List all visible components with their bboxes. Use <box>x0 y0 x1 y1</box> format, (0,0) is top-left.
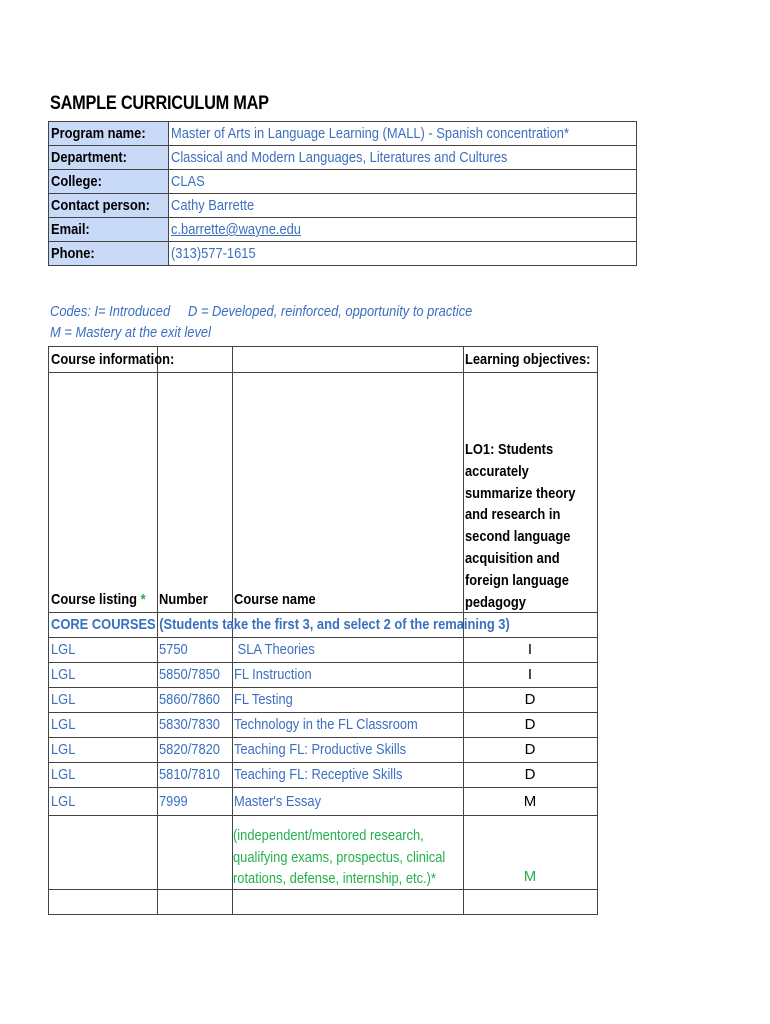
course-name: Teaching FL: Productive Skills <box>234 741 407 758</box>
lo1-objective: LO1: Students accurately summarize theory and research in second language acquisition and foreign language pedagogy <box>465 441 576 611</box>
note-line: rotations, defense, internship, etc.)* <box>233 870 436 887</box>
info-label: College: <box>51 173 102 190</box>
row-divider <box>49 712 597 713</box>
course-number: 5860/7860 <box>159 691 220 708</box>
lo1-code: D <box>524 716 536 733</box>
codes-line-1: Codes: I= Introduced D = Developed, reinforced, opportunity to practice <box>50 303 473 320</box>
info-value-phone: (313)577-1615 <box>171 245 256 262</box>
lo1-code: D <box>524 741 536 758</box>
course-name: Technology in the FL Classroom <box>234 716 418 733</box>
learning-objectives-header: Learning objectives: <box>465 351 591 368</box>
col-header-course-name: Course name <box>234 591 316 608</box>
course-number: 5830/7830 <box>159 716 220 733</box>
essay-note <box>233 825 445 890</box>
row-divider <box>49 637 597 638</box>
course-info-header: Course information: <box>51 351 175 368</box>
course-name: Master's Essay <box>234 793 322 810</box>
info-row-program <box>49 122 637 146</box>
course-listing: LGL <box>51 793 76 810</box>
info-row-department <box>49 146 637 170</box>
info-row-phone <box>49 242 637 266</box>
curriculum-table <box>48 346 598 915</box>
info-label: Email: <box>51 221 90 238</box>
info-label: Contact person: <box>51 197 150 214</box>
note-line: (independent/mentored research, <box>233 827 424 844</box>
row-divider <box>49 815 597 816</box>
note-lo1-code: M <box>523 868 537 885</box>
program-info-table <box>48 121 637 266</box>
row-divider <box>49 787 597 788</box>
info-value-department: Classical and Modern Languages, Literatures and Cultures <box>171 149 508 166</box>
lo1-code: M <box>523 793 537 810</box>
course-listing: LGL <box>51 766 76 783</box>
course-name: FL Testing <box>234 691 293 708</box>
row-divider <box>49 687 597 688</box>
course-name: SLA Theories <box>234 641 315 658</box>
col-listing-star: * <box>140 591 146 608</box>
col-header-number: Number <box>159 591 208 608</box>
course-number: 5750 <box>159 641 188 658</box>
course-number: 5810/7810 <box>159 766 220 783</box>
info-row-college <box>49 170 637 194</box>
course-name: Teaching FL: Receptive Skills <box>234 766 403 783</box>
info-row-email <box>49 218 637 242</box>
course-listing: LGL <box>51 716 76 733</box>
course-number: 5820/7820 <box>159 741 220 758</box>
col-listing-label: Course listing <box>51 591 138 608</box>
info-value-program: Master of Arts in Language Learning (MALL) - Spanish concentration* <box>171 125 570 142</box>
course-name: FL Instruction <box>234 666 312 683</box>
info-label: Department: <box>51 149 127 166</box>
row-divider <box>49 372 597 373</box>
course-number: 7999 <box>159 793 188 810</box>
course-listing: LGL <box>51 741 76 758</box>
lo1-code: D <box>524 691 536 708</box>
course-listing: LGL <box>51 641 76 658</box>
codes-line-2: M = Mastery at the exit level <box>50 324 211 341</box>
course-number: 5850/7850 <box>159 666 220 683</box>
email-link[interactable]: c.barrette@wayne.edu <box>171 221 302 238</box>
course-listing: LGL <box>51 666 76 683</box>
info-label: Phone: <box>51 245 95 262</box>
info-value-contact: Cathy Barrette <box>171 197 255 214</box>
row-divider <box>49 737 597 738</box>
lo1-code: D <box>524 766 536 783</box>
info-value-college: CLAS <box>171 173 205 190</box>
codes-legend <box>50 301 472 343</box>
col-header-listing <box>51 591 146 608</box>
info-label: Program name: <box>51 125 146 142</box>
lo1-code: I <box>527 666 533 683</box>
course-listing: LGL <box>51 691 76 708</box>
info-row-contact <box>49 194 637 218</box>
row-divider <box>49 662 597 663</box>
row-divider <box>49 762 597 763</box>
page-title: SAMPLE CURRICULUM MAP <box>50 93 269 114</box>
core-courses-header: CORE COURSES (Students take the first 3, and select 2 of the remaining 3) <box>51 616 510 633</box>
lo1-code: I <box>527 641 533 658</box>
note-line: qualifying exams, prospectus, clinical <box>233 848 446 866</box>
